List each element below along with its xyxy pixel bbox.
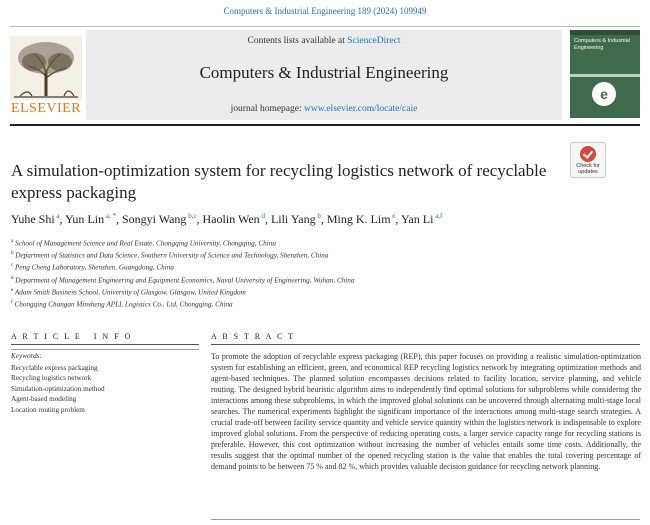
affiliation-d — [11, 274, 641, 286]
author-3[interactable] — [122, 212, 197, 226]
tree-icon — [10, 36, 82, 100]
abstract-heading: A B S T R A C T — [211, 332, 296, 341]
paper-title: A simulation-optimization system for recycling logistics network of recyclable express packaging — [11, 161, 547, 202]
check-updates-label: Check for updates — [576, 163, 600, 175]
keyword-item: Location routing problem — [11, 405, 85, 414]
author-affiliation-marks[interactable]: b,c — [186, 212, 197, 220]
author-4[interactable] — [203, 212, 265, 226]
affiliation-key: b — [11, 251, 14, 257]
author-1[interactable] — [11, 212, 60, 226]
affiliation-e — [11, 286, 641, 298]
author-affiliation-marks[interactable]: a,f — [433, 212, 443, 220]
author-affiliation-marks[interactable]: a, * — [104, 212, 116, 220]
affiliation-key: a — [11, 239, 14, 244]
header-bottom-rule — [10, 124, 640, 126]
abstract-bottom-rule — [211, 519, 640, 520]
author-2[interactable] — [65, 212, 116, 226]
affiliation-key: c — [11, 263, 14, 269]
abstract-text: To promote the adoption of recyclable express packaging (REP), this paper focuses on providing a realistic simulation-optimization system for establishing an efficient, green, and economical REP recycling logistics network by integrating optimization methods and agent-based techniques. The planned solution encompasses decisions related to facility location, service planning, and vehicle routing. The designed hybrid heuristic algorithm aims to independently find optimal solutions for subproblems while considering the interactions among these subproblems, in which the improved global solutions can be uncovered through alternating multi-stage local searches. The numerical experiments highlight the significant importance of the interactions among multi-stage search strategies. A crucial trade-off between facility service quantity and vehicle service quantity within the logistics network is indispensable to explore improved global solutions. From the perspective of reducing operating costs, a larger service capacity range for recycling stations is preferable. However, this cost optimization without increasing the number of vehicles entails some time costs. Additionally, the results suggest that the optimal number of the opened recycling station is the value that enables the total covering percentage of demand points to be between 75 % and 82 %, which provides valuable decision guidance for recycling network planning. — [211, 352, 641, 471]
cover-emblem-icon: e — [592, 82, 616, 106]
homepage-prefix: journal homepage: — [230, 104, 304, 114]
keyword-item: Simulation-optimization method — [11, 384, 105, 393]
cover-mid-strip — [570, 74, 640, 77]
author-5[interactable] — [271, 212, 321, 226]
contents-line — [86, 36, 562, 46]
author-name: Songyi Wang — [121, 212, 187, 226]
affiliation-text: Peng Cheng Laboratory, Shenzhen, Guangdong, China — [13, 263, 174, 272]
journal-citation[interactable]: Computers & Industrial Engineering 189 (2024) 109949 — [223, 6, 427, 16]
header-top-rule — [10, 26, 640, 27]
author-affiliation-marks[interactable]: d — [259, 212, 265, 220]
affiliation-key: d — [11, 275, 14, 281]
affiliation-f — [11, 298, 641, 310]
affiliation-b — [11, 249, 641, 261]
keyword-item: Recyclable express packaging — [11, 364, 98, 372]
affiliation-text: Department of Statistics and Data Science, Southern University of Science and Technology, Shenzhen, China — [13, 251, 329, 260]
check-for-updates-button[interactable] — [570, 142, 606, 178]
affiliation-c — [11, 261, 641, 273]
author-name: Yan Li — [400, 212, 434, 226]
author-affiliation-marks[interactable]: b — [315, 212, 321, 220]
abstract-rule — [211, 344, 640, 345]
elsevier-wordmark: ELSEVIER — [10, 101, 82, 116]
author-6[interactable] — [327, 212, 396, 226]
journal-homepage-link[interactable]: www.elsevier.com/locate/caie — [304, 104, 418, 114]
article-info-rule — [11, 344, 199, 345]
affiliation-text: Department of Management Engineering and Equipment Economics, Naval University of Engineering, Wuhan, China — [13, 275, 355, 284]
author-affiliation-marks[interactable]: a — [54, 212, 60, 220]
affiliation-text: School of Management Science and Real Estate, Chongqing University, Chongqing, China — [13, 239, 276, 248]
affiliation-text: Adam Smith Business School, University of Glasgow, Glasgow, United Kingdom — [13, 288, 246, 297]
author-7[interactable] — [401, 212, 442, 226]
affiliation-key: f — [11, 299, 13, 305]
author-name: Yuhe Shi — [11, 212, 55, 226]
affiliation-a — [11, 237, 641, 249]
journal-title: Computers & Industrial Engineering — [199, 63, 449, 82]
affiliation-key: e — [11, 287, 14, 293]
affiliation-text: Chongqing Changan Minsheng APLL Logistics Co., Ltd, Chongqing, China — [12, 300, 233, 309]
homepage-line — [86, 104, 562, 114]
author-list: Yuhe Shi $^a$, Yun Lin $^{a, *}$, Songyi Wang $^{b,c}$, Haolin Wen $^d$, Lili Yang $^b$, Ming K. Lim $^e$, Yan Li $^{a,f}$ — [11, 212, 443, 226]
keywords-list — [11, 363, 201, 415]
journal-cover-thumbnail[interactable] — [570, 30, 640, 118]
author-name: Yun Lin — [65, 212, 105, 226]
keyword-item: Agent-based modeling — [11, 395, 77, 404]
cover-title: Computers & Industrial Engineering — [574, 38, 630, 51]
author-affiliation-marks[interactable]: e — [390, 212, 396, 220]
keywords-label: Keywords: — [11, 352, 42, 360]
keyword-item: Recycling logistics network — [11, 374, 92, 383]
affiliation-list — [11, 237, 641, 310]
author-name: Lili Yang — [270, 212, 316, 226]
author-name: Ming K. Lim — [326, 212, 391, 226]
author-name: Haolin Wen — [202, 212, 260, 226]
check-updates-icon — [580, 146, 596, 162]
keywords-rule — [11, 349, 199, 350]
cover-top-strip — [570, 30, 640, 35]
contents-prefix: Contents lists available at — [247, 36, 348, 46]
sciencedirect-link[interactable]: ScienceDirect — [347, 36, 401, 46]
article-info-heading: A R T I C L E I N F O — [11, 332, 133, 341]
